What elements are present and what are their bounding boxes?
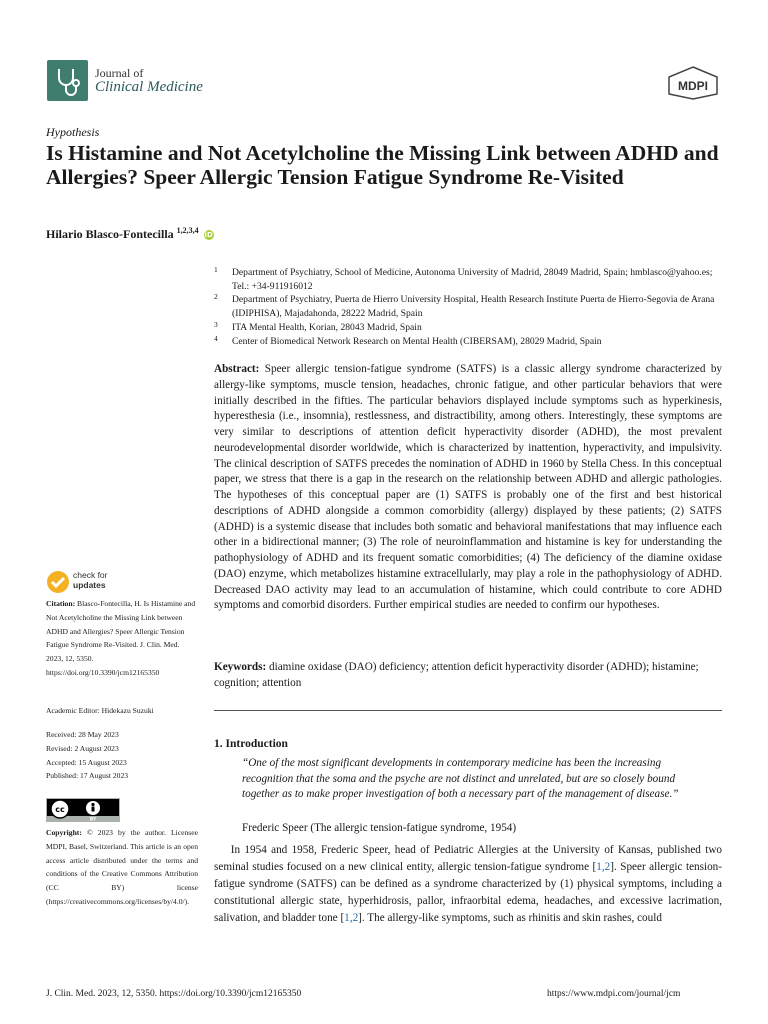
check-updates-icon <box>46 570 70 594</box>
epigraph-source: Frederic Speer (The allergic tension-fatigue syndrome, 1954) <box>242 822 517 834</box>
citation-link[interactable]: 1,2 <box>344 912 359 924</box>
abstract <box>214 362 722 614</box>
copyright-block <box>46 826 198 909</box>
check-updates-text: check for <box>73 570 108 580</box>
check-for-updates-button[interactable] <box>46 570 166 594</box>
affiliation-4: 4 Center of Biomedical Network Research on Mental Health (CIBERSAM), 28029 Madrid, Spain <box>214 333 602 347</box>
section-heading: 1. Introduction <box>214 738 288 750</box>
cc-by-license-badge[interactable] <box>46 798 120 822</box>
accepted-date: Accepted: 15 August 2023 <box>46 757 127 767</box>
epigraph-quote: “One of the most significant developments in contemporary medicine has been the increasing recognition that the soma and the psyche are not distinct and unrelated, but are so closely bound together as to make proper investigation of both a necessary part of the management of disease.” <box>242 757 679 801</box>
citation-label: Citation: <box>46 599 76 608</box>
check-updates-text2: updates <box>73 579 106 590</box>
mdpi-logo-text: MDPI <box>678 79 708 93</box>
affiliations <box>214 266 724 348</box>
citation-link[interactable]: 1,2 <box>596 861 611 873</box>
academic-editor: Academic Editor: Hidekazu Suzuki <box>46 706 154 715</box>
divider <box>214 710 722 711</box>
keywords-text: diamine oxidase (DAO) deficiency; attention deficit hyperactivity disorder (ADHD); histamine; cognition; attention <box>214 661 699 689</box>
revised-date: Revised: 2 August 2023 <box>46 743 119 753</box>
svg-text:BY: BY <box>89 817 97 822</box>
article-title: Is Histamine and Not Acetylcholine the Missing Link between ADHD and Allergies? Speer Allergic Tension Fatigue Syndrome Re-Visited <box>46 141 719 189</box>
affiliation-1: 1 Department of Psychiatry, School of Medicine, Autonoma University of Madrid, 28049 Madrid, Spain; hmblasco@yahoo.es; Tel.: +34-911916012 <box>214 265 713 292</box>
mdpi-logo[interactable] <box>667 66 719 100</box>
citation-text: Blasco-Fontecilla, H. Is Histamine and Not Acetylcholine the Missing Link between ADHD and Allergies? Speer Allergic Tension Fatigue Syndrome Re-Visited. J. Clin. Med. 2023, 12, 5350. https://doi.org/10.3390/jcm12165350 <box>46 599 196 677</box>
footer-journal-url[interactable]: https://www.mdpi.com/journal/jcm <box>547 989 681 999</box>
abstract-text: Speer allergic tension-fatigue syndrome (SATFS) is a classic allergy syndrome characterized by allergy-like symptoms, muscle tension, headaches, chronic fatigue, and other particular behaviors that were initially described in the fifties. The particular behaviors displayed include symptoms such as hyperkinesis, hyperesthesia (i.e., insomnia), restlessness, and distractibility, among others. Interestingly, these symptoms are very similar to descriptions of attention deficit hyperactivity disorder (ADHD), the most prevalent neurodevelopmental disorder worldwide, which is characterized by inattention, hyperactivity, and impulsivity. The clinical description of SATFS precedes the nomination of ADHD in 1960 by Stella Chess. In this conceptual paper, we stress that there is a gap in the research on the relationship between ADHD and allergic pathologies. The hypotheses of this conceptual paper are (1) SATFS is probably one of the first and best historical descriptions of ADHD alongside a common comorbidity (allergy) displayed by these patients; (2) SATFS (ADHD) is a systemic disease that includes both somatic and behavioral manifestations that may influence each other in a bidirectional manner; (3) The role of neuroinflammation and histamine is key for understanding the pathophysiology of ADHD and its frequent somatic comorbidities; (4) The deficiency of the diamine oxidase (DAO) enzyme, which metabolizes histamine extracellularly, may play a role in the pathophysiology of ADHD. Decreased DAO activity may lead to an accumulation of histamine, which could contribute to core ADHD symptoms and comorbid disorders. Further empirical studies are needed to confirm our hypotheses. <box>214 363 723 612</box>
author-line <box>46 226 214 242</box>
copyright-label: Copyright: <box>46 828 82 837</box>
stethoscope-icon <box>47 60 88 101</box>
author-affiliation-sup: 1,2,3,4 <box>176 226 199 235</box>
affiliation-3: 3 ITA Mental Health, Korian, 28043 Madrid, Spain <box>214 319 422 333</box>
orcid-icon[interactable]: iD <box>204 231 213 239</box>
abstract-label: Abstract: <box>214 363 260 375</box>
footer-citation[interactable]: J. Clin. Med. 2023, 12, 5350. https://doi.org/10.3390/jcm12165350 <box>46 989 302 999</box>
affiliation-2: 2 Department of Psychiatry, Puerta de Hierro University Hospital, Health Research Institute Puerta de Hierro-Segovia de Arana (IDIPHISA), Majadahonda, 28222 Madrid, Spain <box>214 292 715 320</box>
journal-of-label: Journal of <box>95 66 144 80</box>
received-date: Received: 28 May 2023 <box>46 730 119 739</box>
journal-name: Clinical Medicine <box>95 79 203 95</box>
keywords-label: Keywords: <box>214 661 267 673</box>
published-date: Published: 17 August 2023 <box>46 771 129 781</box>
copyright-text: © 2023 by the author. Licensee MDPI, Basel, Switzerland. This article is an open access article distributed under the terms and conditions of the Creative Commons Attribution (CC BY) license (https://creativecommons.org/licenses/by/4.0/). <box>46 828 198 906</box>
citation-block <box>46 597 198 680</box>
svg-text:cc: cc <box>55 805 65 814</box>
author-name[interactable]: Hilario Blasco-Fontecilla <box>46 227 174 241</box>
dates-block <box>46 728 198 783</box>
article-type: Hypothesis <box>46 125 100 139</box>
keywords <box>214 660 722 692</box>
journal-logo <box>47 60 88 101</box>
body-paragraph: In 1954 and 1958, Frederic Speer, head of Pediatric Allergies at the University of Kansas, published two seminal studies focused on a new clinical entity, allergic tension-fatigue syndrome [1,2]. Speer allergic tension-fatigue syndrome (SATFS) can be defined as a syndrome characterized by (1) physical symptoms, including a constitutional allergic state, hyperhidrosis, pallor, infraorbital edema, headaches, and excessive lacrimation, salivation, and bladder tone [1,2]. The allergy-like symptoms, such as rhinitis and skin rashes, could <box>214 844 722 924</box>
